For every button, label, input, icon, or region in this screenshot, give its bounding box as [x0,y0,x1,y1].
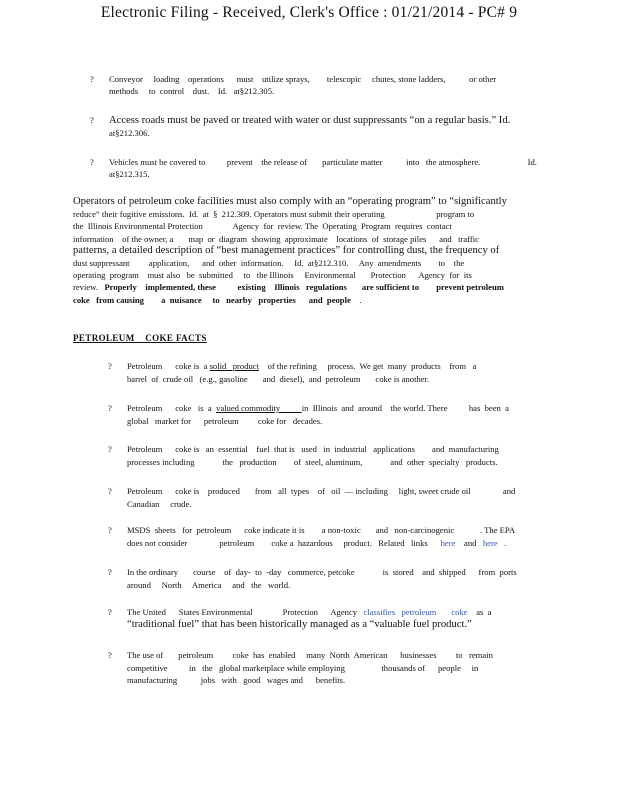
fact-text: In the ordinary course of day- to -day commerce, petcoke is stored and shipped from ports [127,567,517,577]
paragraph-line: dust suppressant application, and other information. Id. at§212.310. Any amendments to the [73,258,465,269]
fact-text: solid product [209,361,259,371]
regulation-bullet-list [90,156,537,180]
fact-text: does not consider petroleum coke a hazardous product. Related links [127,537,441,548]
fact-line [127,566,520,579]
fact-line: processes including the production of steel, aluminum, and other specialty products. [127,456,498,467]
fact-block [108,606,520,631]
bullet-mark: ? [108,361,112,371]
fact-text: Petroleum coke is a [127,361,210,371]
bullet-mark: ? [108,607,112,617]
fact-link[interactable]: classifies petroleum coke [363,607,468,617]
fact-item [108,485,520,510]
bullet-mark: ? [90,115,94,125]
fact-text: Petroleum coke is produced from all types of oil — including light, sweet crude oil and [127,486,516,496]
fact-text: and [455,537,483,548]
paragraph-line: the Illinois Environmental Protection Agency for review. The Operating Program requires contact [73,221,452,232]
fact-item [108,524,520,549]
regulation-bullet-list [90,114,530,140]
bullet-mark: ? [108,403,112,413]
operating-program-paragraph [73,196,551,306]
fact-line [127,485,520,498]
paragraph-line [73,281,551,293]
fact-block [108,360,520,385]
fact-text: The United States Environmental Protection Agency [127,607,364,617]
fact-block [108,485,520,510]
fact-line: barrel of crude oil (e.g., gasoline and diesel), and petroleum coke is another. [127,373,430,384]
fact-text: of the refining process. We get many products from a [259,361,477,371]
fact-item [108,360,520,385]
fact-item [108,606,520,631]
bullet-mark: ? [90,157,94,167]
paragraph-text: review. [73,282,98,293]
fact-line: competitive in the global marketplace while employing thousands of people in [127,662,479,673]
fact-line: around North America and the world. [127,579,291,590]
paragraph-line: reduce” their fugitive emissions. Id. at § 212.309. Operators must submit their operating program to [73,209,475,220]
bullet-text-line: methods to control dust. Id. at§212.305. [109,86,275,96]
bullet-text-line: Vehicles must be covered to prevent the release of particulate matter into the atmosphere. Id. [109,157,537,167]
paragraph-line: Operators of petroleum coke facilities must also comply with an “operating program” to “significantly [73,196,507,207]
paragraph-bold-text: Properly implemented, these existing Illinois regulations are sufficient to prevent petroleum [104,282,504,293]
fact-line: global market for petroleum coke for decades. [127,415,323,426]
paragraph-text: . [359,294,362,305]
bullet-conveyor [90,73,530,97]
fact-block [108,443,520,468]
bullet-mark: ? [108,567,112,577]
filing-header: Electronic Filing - Received, Clerk's Office : 01/21/2014 - PC# 9 [100,4,518,21]
fact-line [127,443,520,456]
bullet-access-roads [90,114,530,140]
paragraph-line: operating program must also be submitted to the Illinois Environmental Protection Agency for its [73,270,472,281]
fact-text: valued commodity [216,403,302,413]
fact-text: . [497,537,507,548]
bullet-mark: ? [108,486,112,496]
fact-text: as a [467,607,492,617]
regulation-bullet-list [90,73,530,97]
fact-text: in Illinois and around the world. There has been a [301,403,509,413]
bullet-vehicles [90,156,537,180]
fact-link[interactable]: here [482,537,498,548]
fact-line [127,537,520,550]
fact-item [108,402,520,427]
bullet-text-line: Conveyor loading operations must utilize sprays, telescopic chutes, stone ladders, or other [109,74,497,84]
fact-item [108,566,520,591]
fact-block [108,402,520,427]
fact-text: MSDS sheets for petroleum coke indicate it is a non-toxic and non-carcinogenic . The EPA [127,525,516,535]
fact-text: Petroleum coke is an essential fuel that is used in industrial applications and manufacturing [127,444,499,454]
fact-line [127,524,520,537]
fact-block [108,566,520,591]
bullet-mark: ? [108,444,112,454]
fact-item [108,649,520,687]
fact-line [127,649,520,662]
section-heading-petroleum-coke-facts: PETROLEUM COKE FACTS [73,333,207,343]
bullet-mark: ? [108,525,112,535]
fact-text: Petroleum coke is a [127,403,217,413]
fact-line [127,606,520,619]
bullet-mark: ? [90,74,94,84]
paragraph-line: information of the owner, a map or diagram showing approximate locations of storage piles and traffic [73,233,479,244]
paragraph-line: patterns, a detailed description of “best management practices” for controlling dust, the frequency of [73,244,500,256]
fact-block [108,524,520,549]
fact-line: Canadian crude. [127,498,192,509]
fact-link[interactable]: here [440,537,456,548]
fact-line: “traditional fuel” that has been historically managed as a “valuable fuel product.” [127,618,472,630]
paragraph-line [73,294,551,306]
fact-text: The use of petroleum coke has enabled many North American businesses to remain [127,650,493,660]
fact-line [127,360,520,373]
bullet-text-line: at§212.306. [109,128,150,138]
paragraph-bold-text: coke from causing a nuisance to nearby properties and people [73,294,351,305]
bullet-text-line: Access roads must be paved or treated with water or dust suppressants “on a regular basis.” Id. [109,115,511,126]
fact-block [108,649,520,687]
bullet-mark: ? [108,650,112,660]
fact-line: manufacturing jobs with good wages and benefits. [127,675,346,685]
bullet-text-line: at§212.315. [109,169,150,179]
fact-line [127,402,520,415]
fact-item [108,443,520,468]
